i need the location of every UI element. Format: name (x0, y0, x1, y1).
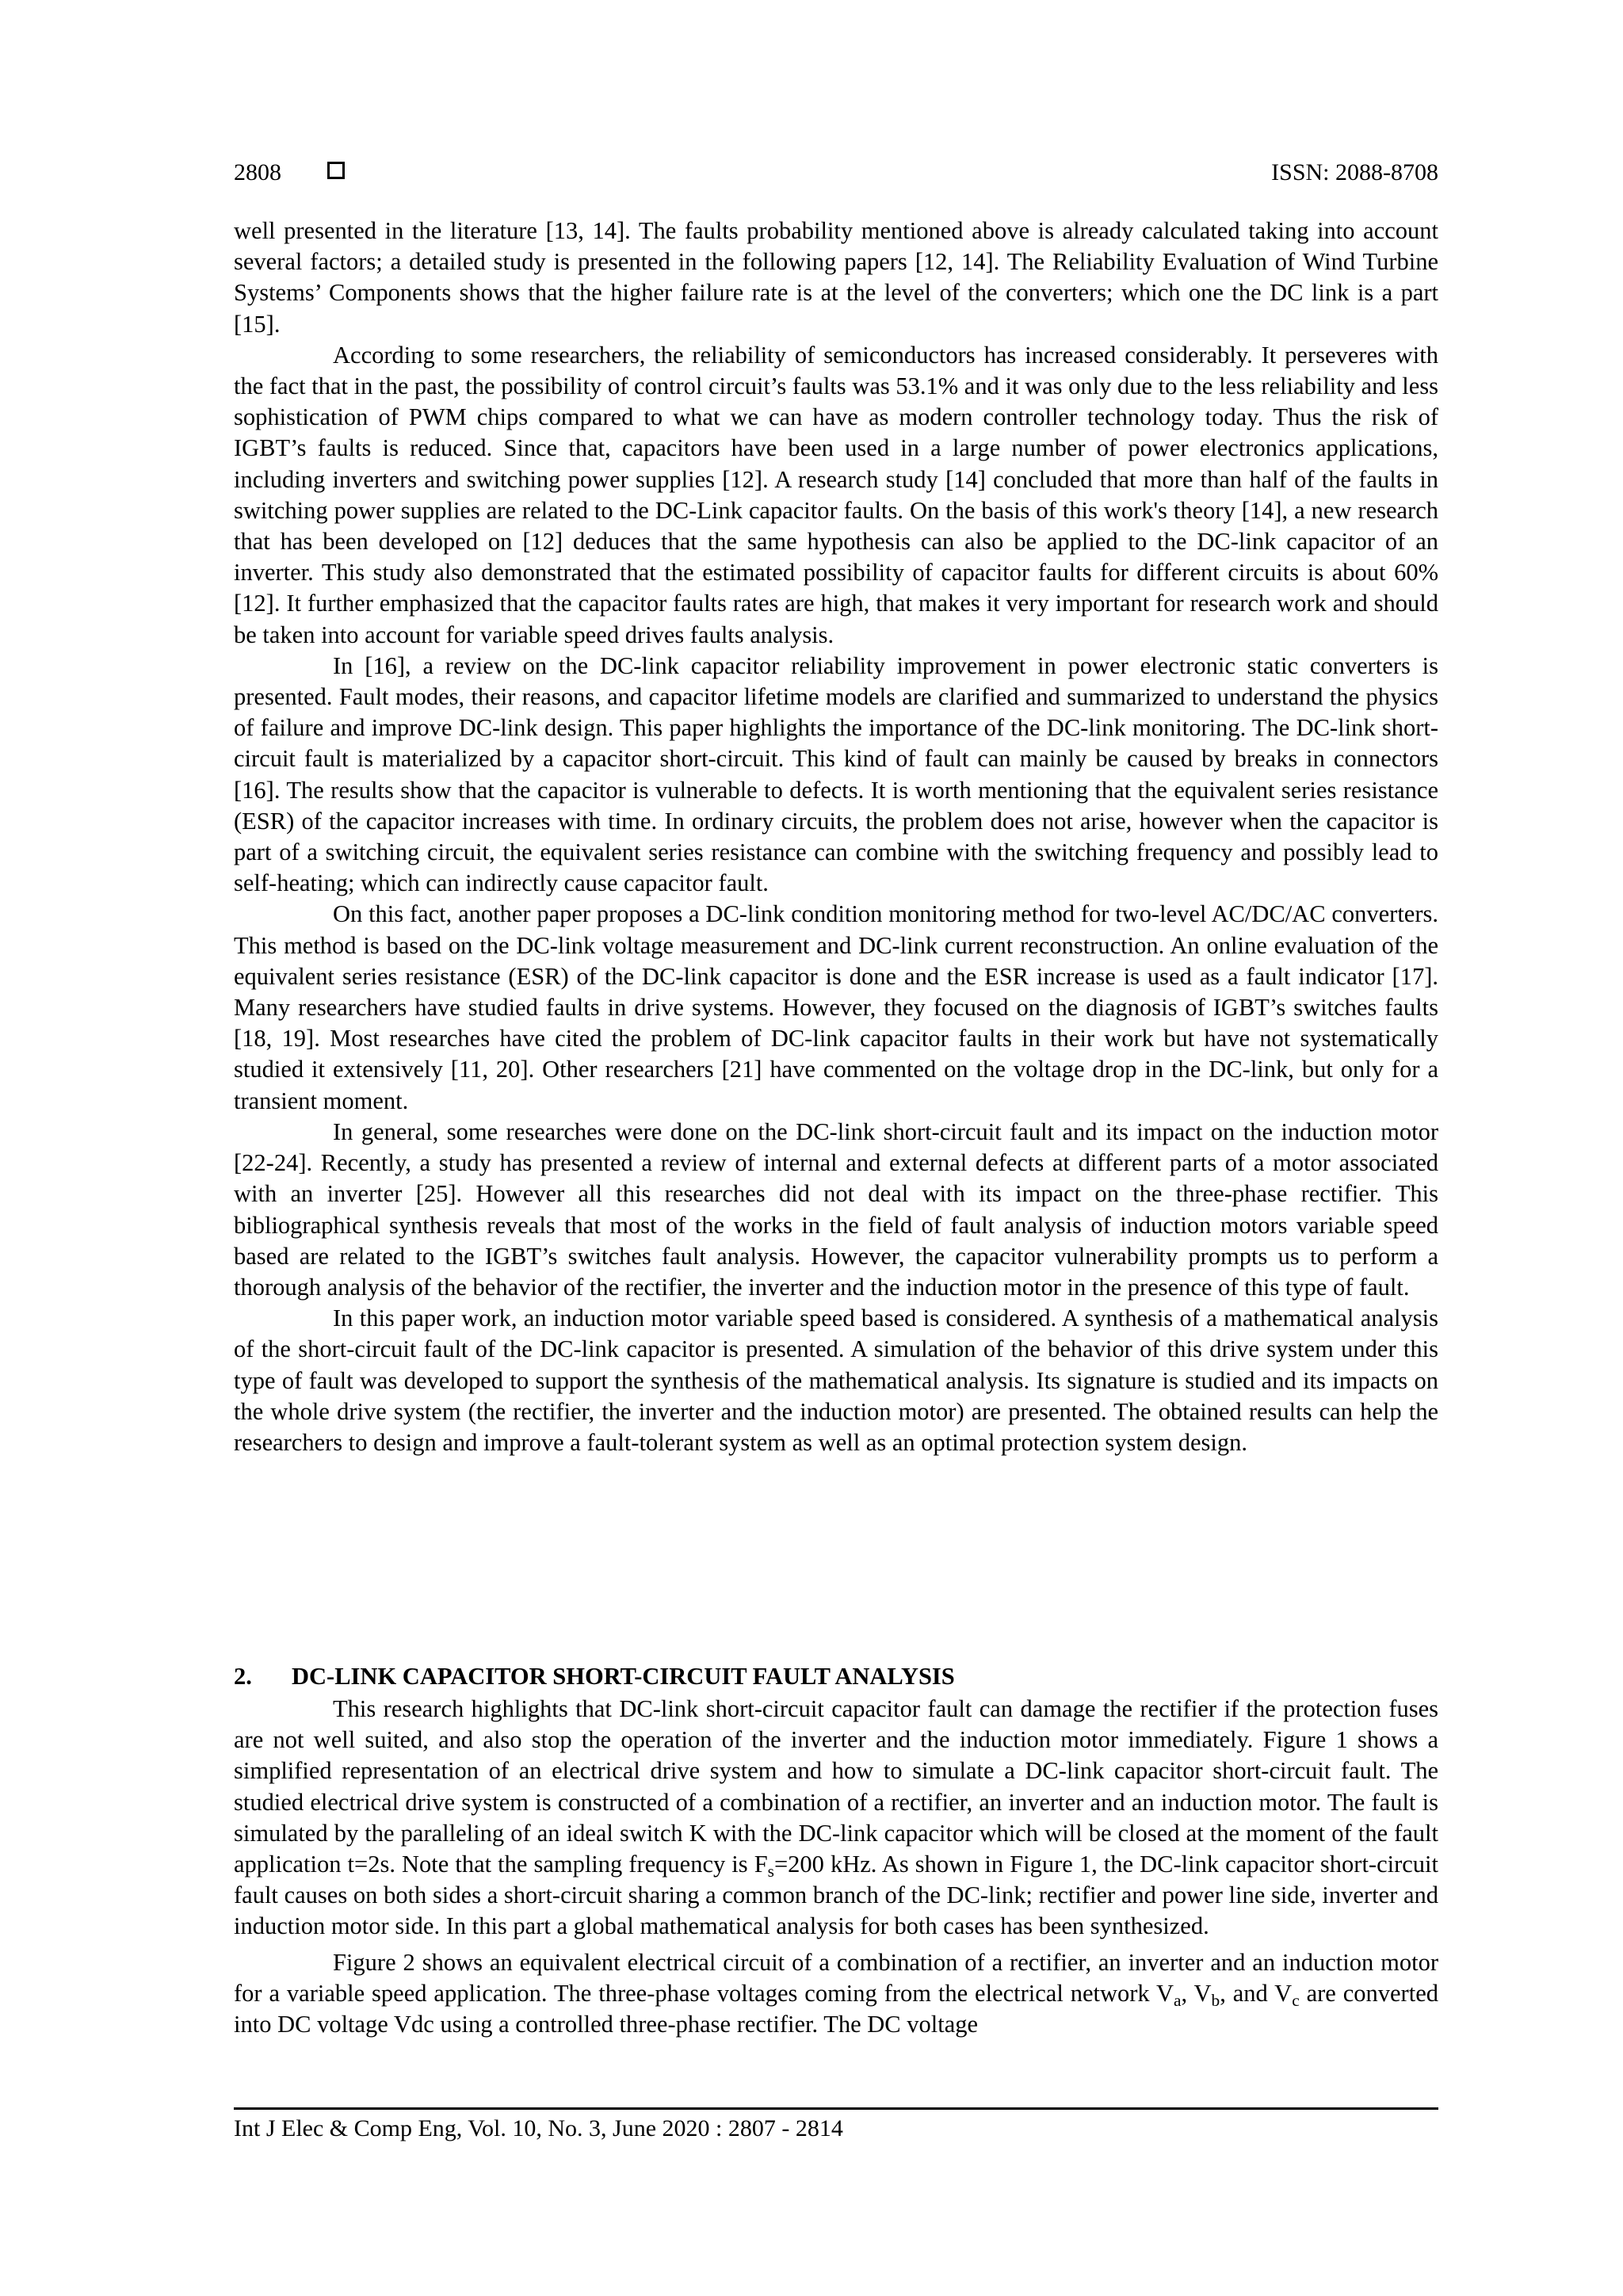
paragraph-text: , and V (1220, 1979, 1293, 2007)
checkbox-square-icon (327, 162, 345, 179)
footer-divider (234, 2107, 1438, 2110)
subscript: s (767, 1862, 774, 1881)
paragraph: In general, some researches were done on the DC-link short-circuit fault and its impact on the induction motor [22-24]. Recently, a study has presented a review of internal and external defects at different parts of a motor associated with an inverter [25]. However all this researches did not deal with its impact on the three-phase rectifier. This bibliographical synthesis reveals that most of the works in the field of fault analysis of induction motors variable speed based are related to the IGBT’s switches fault analysis. However, the capacitor vulnerability prompts us to perform a thorough analysis of the behavior of the rectifier, the inverter and the induction motor in the presence of this type of fault. (234, 1117, 1438, 1301)
paragraph-text: , V (1181, 1979, 1212, 2007)
issn-label: ISSN: 2088-8708 (1271, 159, 1438, 185)
section-title: DC-LINK CAPACITOR SHORT-CIRCUIT FAULT ANALYSIS (292, 1663, 955, 1690)
page-footer (234, 2115, 1438, 2143)
footer-citation: Int J Elec & Comp Eng, Vol. 10, No. 3, June 2020 : 2807 - 2814 (234, 2115, 843, 2141)
body-text (234, 216, 1438, 1458)
section-heading (234, 1660, 1438, 1692)
paragraph (234, 1947, 1438, 2041)
paragraph-text: Figure 2 shows an equivalent electrical circuit of a combination of a rectifier, an inverter and an induction motor for a variable speed application. The three-phase voltages coming from the electrical network V (234, 1948, 1438, 2007)
paragraph: According to some researchers, the reliability of semiconductors has increased considerably. It perseveres with the fact that in the past, the possibility of control circuit’s faults was 53.1% and it was only due to the less reliability and less sophistication of PWM chips compared to what we can have as modern controller technology today. Thus the risk of IGBT’s faults is reduced. Since that, capacitors have been used in a large number of power electronics applications, including inverters and switching power supplies [12]. A research study [14] concluded that more than half of the faults in switching power supplies are related to the DC-Link capacitor faults. On the basis of this work's theory [14], a new research that has been developed on [12] deduces that the same hypothesis can also be applied to the DC-link capacitor of an inverter. This study also demonstrated that the estimated possibility of capacitor faults for different circuits is about 60% [12]. It further emphasized that the capacitor faults rates are high, that makes it very important for research work and should be taken into account for variable speed drives faults analysis. (234, 341, 1438, 648)
paragraph: In [16], a review on the DC-link capacitor reliability improvement in power electronic static converters is presented. Fault modes, their reasons, and capacitor lifetime models are clarified and summarized to understand the physics of failure and improve DC-link design. This paper highlights the importance of the DC-link monitoring. The DC-link short-circuit fault is materialized by a capacitor short-circuit. This kind of fault can mainly be caused by breaks in connectors [16]. The results show that the capacitor is vulnerable to defects. It is worth mentioning that the equivalent series resistance (ESR) of the capacitor increases with time. In ordinary circuits, the problem does not arise, however when the capacitor is part of a switching circuit, the equivalent series resistance can combine with the switching frequency and possibly lead to self-heating; which can indirectly cause capacitor fault. (234, 651, 1438, 897)
paragraph-text: This research highlights that DC-link short-circuit capacitor fault can damage the rectifier if the protection fuses are not well suited, and also stop the operation of the inverter and the induction motor immediately. Figure 1 shows a simplified representation of an electrical drive system and how to simulate a DC-link capacitor short-circuit fault. The studied electrical drive system is constructed of a combination of a rectifier, an inverter and an induction motor. The fault is simulated by the paralleling of an ideal switch K with the DC-link capacitor which will be closed at the moment of the fault application t=2s. Note that the sampling frequency is F (234, 1695, 1438, 1878)
page-number: 2808 (234, 159, 281, 185)
paragraph: On this fact, another paper proposes a DC-link condition monitoring method for two-level AC/DC/AC converters. This method is based on the DC-link voltage measurement and DC-link current reconstruction. An online evaluation of the equivalent series resistance (ESR) of the DC-link capacitor is done and the ESR increase is used as a fault indicator [17]. Many researchers have studied faults in drive systems. However, they focused on the diagnosis of IGBT’s switches faults [18, 19]. Most researches have cited the problem of DC-link capacitor faults in their work but have not systematically studied it extensively [11, 20]. Other researchers [21] have commented on the voltage drop in the DC-link, but only for a transient moment. (234, 900, 1438, 1114)
paragraph-text: =200 kHz. As shown in Figure 1, the DC-link capacitor short-circuit fault causes on both sides a short-circuit sharing a common branch of the DC-link; rectifier and power line side, inverter and induction motor side. In this part a global mathematical analysis for both cases has been synthesized. (234, 1851, 1438, 1940)
paragraph: In this paper work, an induction motor variable speed based is considered. A synthesis of a mathematical analysis of the short-circuit fault of the DC-link capacitor is presented. A simulation of the behavior of this drive system under this type of fault was developed to support the synthesis of the mathematical analysis. Its signature is studied and its impacts on the whole drive system (the rectifier, the inverter and the induction motor) are presented. The obtained results can help the researchers to design and improve a fault-tolerant system as well as an optimal protection system design. (234, 1305, 1438, 1456)
paragraph (234, 1694, 1438, 1943)
section-number: 2. (234, 1663, 252, 1690)
subscript: a (1174, 1990, 1182, 2010)
subscript: b (1211, 1990, 1220, 2010)
paragraph-text: are converted into DC voltage Vdc using a controlled three-phase rectifier. The DC voltage (234, 1979, 1438, 2038)
section-body (234, 1694, 1438, 2040)
page-header (234, 155, 1438, 195)
subscript: c (1292, 1990, 1300, 2010)
paragraph: well presented in the literature [13, 14]. The faults probability mentioned above is already calculated taking into account several factors; a detailed study is presented in the following papers [12, 14]. The Reliability Evaluation of Wind Turbine Systems’ Components shows that the higher failure rate is at the level of the converters; which one the DC link is a part [15]. (234, 217, 1438, 338)
